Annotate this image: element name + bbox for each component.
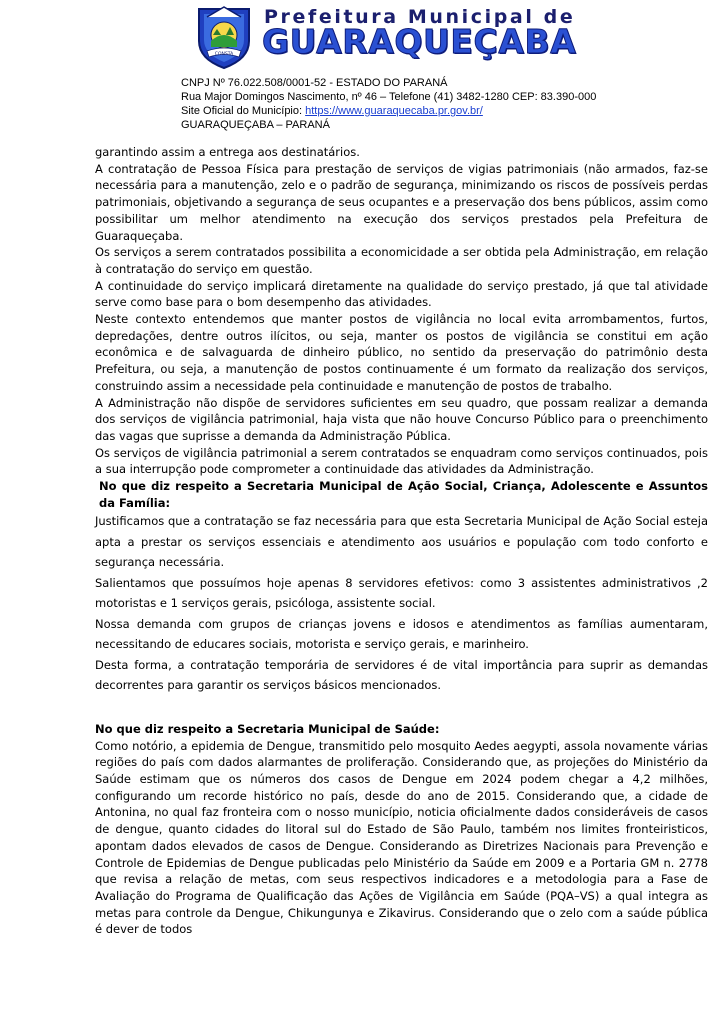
paragraph: Os serviços de vigilância patrimonial a serem contratados se enquadram como serviços continuados, pois a sua interrupção pode comprometer a continuidade das atividades da Administração. (95, 445, 708, 477)
contact-block (181, 76, 596, 132)
paragraph: Nossa demanda com grupos de crianças jovens e idosos e atendimentos as famílias aumentaram, necessitando de educares sociais, motorista e serviço gerais, e marinheiro. (95, 616, 708, 652)
paragraph: A contratação de Pessoa Física para prestação de serviços de vigias patrimoniais (não armados, faz-se necessária para a manutenção, zelo e o padrão de segurança, minimizando os riscos de possíveis perdas patrimoniais, objetivando a segurança de seus ocupantes e a preservação dos bens públicos, assim como possibilitar um melhor atendimento na execução dos serviços prestados pela Prefeitura de Guaraqueçaba. (95, 161, 708, 243)
municipal-coat-of-arms-logo (193, 5, 255, 71)
logo-ribbon-text: CONSTA (214, 52, 234, 57)
municipality-title-name: GUARAQUEÇABA (262, 22, 577, 61)
paragraph: A Administração não dispõe de servidores suficientes em seu quadro, que possam realizar a demanda dos serviços de vigilância patrimonial, haja vista que não houve Concurso Público para o preenchimento das vagas que suprisse a demanda da Administração Pública. (95, 395, 708, 443)
address-line: Rua Major Domingos Nascimento, nº 46 – Telefone (41) 3482-1280 CEP: 83.390-000 (181, 91, 597, 103)
site-line (181, 104, 596, 118)
site-label: Site Oficial do Município: (181, 105, 303, 117)
paragraph: Justificamos que a contratação se faz necessária para que esta Secretaria Municipal de Ação Social esteja apta a prestar os serviços essenciais e atendimento aos usuários e população com todo conforto e segurança necessária. (95, 514, 708, 570)
paragraph: Neste contexto entendemos que manter postos de vigilância no local evita arrombamentos, furtos, depredações, dentre outros ilícitos, ou seja, manter os postos de vigilância se constitui em ação econômica e de salvaguarda de dinheiro público, no sentido da preservação do patrimônio desta Prefeitura, ou seja, a manutenção de postos continuamente é um formato da realização dos serviços, construindo assim a necessidade pela continuidade e manutenção de postos de trabalho. (95, 312, 708, 393)
paragraph: Como notório, a epidemia de Dengue, transmitido pelo mosquito Aedes aegypti, assola novamente várias regiões do país com dados alarmantes de proliferação. Considerando que, as projeções do Ministério da Saúde estimam que os números dos casos de Dengue em 2024 podem chegar a 4,2 milhões, configurando um recorde histórico no país, desde do ano de 2015. Considerando que, a cidade de Antonina, no qual faz fronteira com o nosso município, noticia oficialmente dados consideráveis de casos de dengue, quanto cidades do litoral sul do Estado de São Paulo, também nos limites fronteiristicos, apontam dados elevados de casos de Dengue. Considerando as Diretrizes Nacionais para Prevenção e Controle de Epidemias de Dengue publicadas pelo Ministério da Saúde em 2009 e a Portaria GM n. 2778 que revisa a relação de metas, com seus respectivos indicadores e a metodologia para a Fase de Avaliação do Programa de Qualificação das Ações de Vigilância em Saúde (PQA–VS) a qual integra as metas para controle da Dengue, Chikungunya e Zikavirus. Considerando que o zelo com a saúde pública é dever de todos (95, 738, 708, 937)
site-link[interactable]: https://www.guaraquecaba.pr.gov.br/ (305, 105, 483, 117)
cnpj-line: CNPJ Nº 76.022.508/0001-52 - ESTADO DO PARANÁ (181, 77, 448, 89)
document-body (95, 144, 708, 938)
paragraph: A continuidade do serviço implicará diretamente na qualidade do serviço prestado, já que tal atividade serve como base para o bom desempenho das atividades. (95, 278, 708, 310)
paragraph: Salientamos que possuímos hoje apenas 8 servidores efetivos: como 3 assistentes administrativos ,2 motoristas e 1 serviços gerais, psicóloga, assistente social. (95, 575, 708, 611)
paragraph: Os serviços a serem contratados possibilita a economicidade a ser obtida pela Administração, em relação à contratação do serviço em questão. (95, 245, 708, 276)
section-heading-health: No que diz respeito a Secretaria Municipal de Saúde: (95, 721, 440, 736)
paragraph: garantindo assim a entrega aos destinatários. (95, 145, 360, 159)
city-line: GUARAQUEÇABA – PARANÁ (181, 119, 330, 131)
section-heading-social: No que diz respeito a Secretaria Municipal de Ação Social, Criança, Adolescente e Assuntos da Família: (99, 479, 708, 510)
municipality-title-top: Prefeitura Municipal de (264, 6, 576, 28)
paragraph: Desta forma, a contratação temporária de servidores é de vital importância para suprir as demandas decorrentes para garantir os serviços básicos mencionados. (95, 657, 708, 693)
